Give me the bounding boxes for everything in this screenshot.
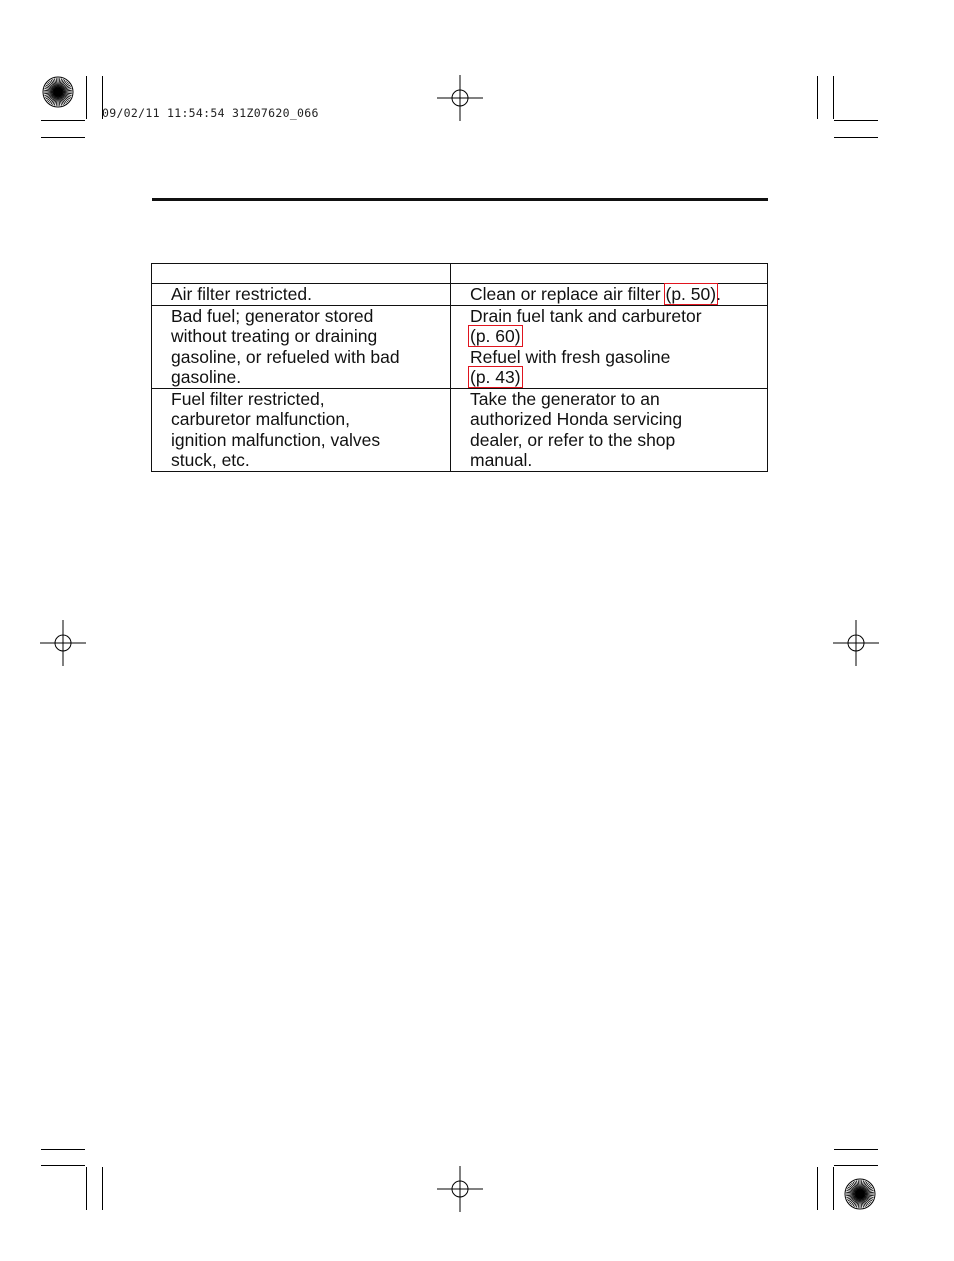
remedy-line (470, 450, 761, 471)
starburst-registration-icon (844, 1178, 876, 1210)
crop-line (41, 120, 85, 121)
remedy-text: Drain fuel tank and carburetor (470, 305, 702, 326)
page-reference-link[interactable]: (p. 43) (470, 367, 521, 387)
cause-text: without treating or draining (171, 326, 378, 346)
remedy-line (470, 367, 761, 388)
crosshair-registration-icon (437, 1166, 483, 1212)
table-header-row (152, 264, 768, 284)
cause-cell (152, 305, 451, 388)
crop-line (817, 76, 818, 119)
remedy-header (451, 264, 768, 284)
remedy-text: dealer, or refer to the shop (470, 429, 676, 450)
cause-text: Air filter restricted. (171, 284, 312, 304)
crosshair-registration-icon (40, 620, 86, 666)
cause-text: carburetor malfunction, (171, 409, 350, 429)
crop-line (833, 1167, 834, 1210)
table-row (152, 284, 768, 306)
remedy-cell (451, 305, 768, 388)
remedy-cell (451, 284, 768, 306)
table-row (152, 388, 768, 471)
header-rule (152, 198, 768, 201)
crop-line (41, 1149, 85, 1150)
print-timestamp: 09/02/11 11:54:54 31Z07620_066 (102, 106, 319, 120)
page-reference-link[interactable]: (p. 60) (470, 326, 521, 346)
crop-line (833, 76, 834, 119)
table-row (152, 305, 768, 388)
crop-line (102, 1167, 103, 1210)
remedy-text: manual. (470, 450, 533, 470)
cause-text: gasoline. (171, 367, 242, 387)
remedy-line (470, 347, 761, 368)
remedy-punctuation: . (716, 284, 721, 304)
cause-text: ignition malfunction, valves (171, 429, 381, 450)
remedy-line (470, 326, 761, 347)
crop-line (834, 120, 878, 121)
crop-line (41, 1165, 85, 1166)
remedy-text: Clean or replace air filter (470, 284, 666, 304)
crosshair-registration-icon (437, 75, 483, 121)
crop-line (86, 1167, 87, 1210)
cause-text: gasoline, or refueled with bad (171, 346, 400, 367)
remedy-text: Refuel with fresh gasoline (470, 346, 671, 367)
remedy-cell (451, 388, 768, 471)
crop-line (834, 137, 878, 138)
remedy-line (470, 409, 761, 430)
crop-line (834, 1149, 878, 1150)
cause-cell (152, 388, 451, 471)
crosshair-registration-icon (833, 620, 879, 666)
cause-header (152, 264, 451, 284)
cause-text: Bad fuel; generator stored (171, 305, 374, 326)
remedy-line (470, 389, 761, 410)
remedy-line (470, 306, 761, 327)
troubleshooting-table (151, 263, 768, 472)
cause-cell (152, 284, 451, 306)
crop-line (834, 1165, 878, 1166)
page-reference-link[interactable]: (p. 50) (665, 284, 717, 304)
remedy-line (470, 430, 761, 451)
remedy-line (470, 284, 761, 305)
cause-text: Fuel filter restricted, (171, 388, 325, 409)
cause-text: stuck, etc. (171, 450, 250, 470)
crop-line (41, 137, 85, 138)
remedy-text: Take the generator to an (470, 388, 660, 409)
starburst-registration-icon (42, 76, 74, 108)
crop-line (817, 1167, 818, 1210)
crop-line (86, 76, 87, 119)
remedy-text: authorized Honda servicing (470, 409, 683, 429)
